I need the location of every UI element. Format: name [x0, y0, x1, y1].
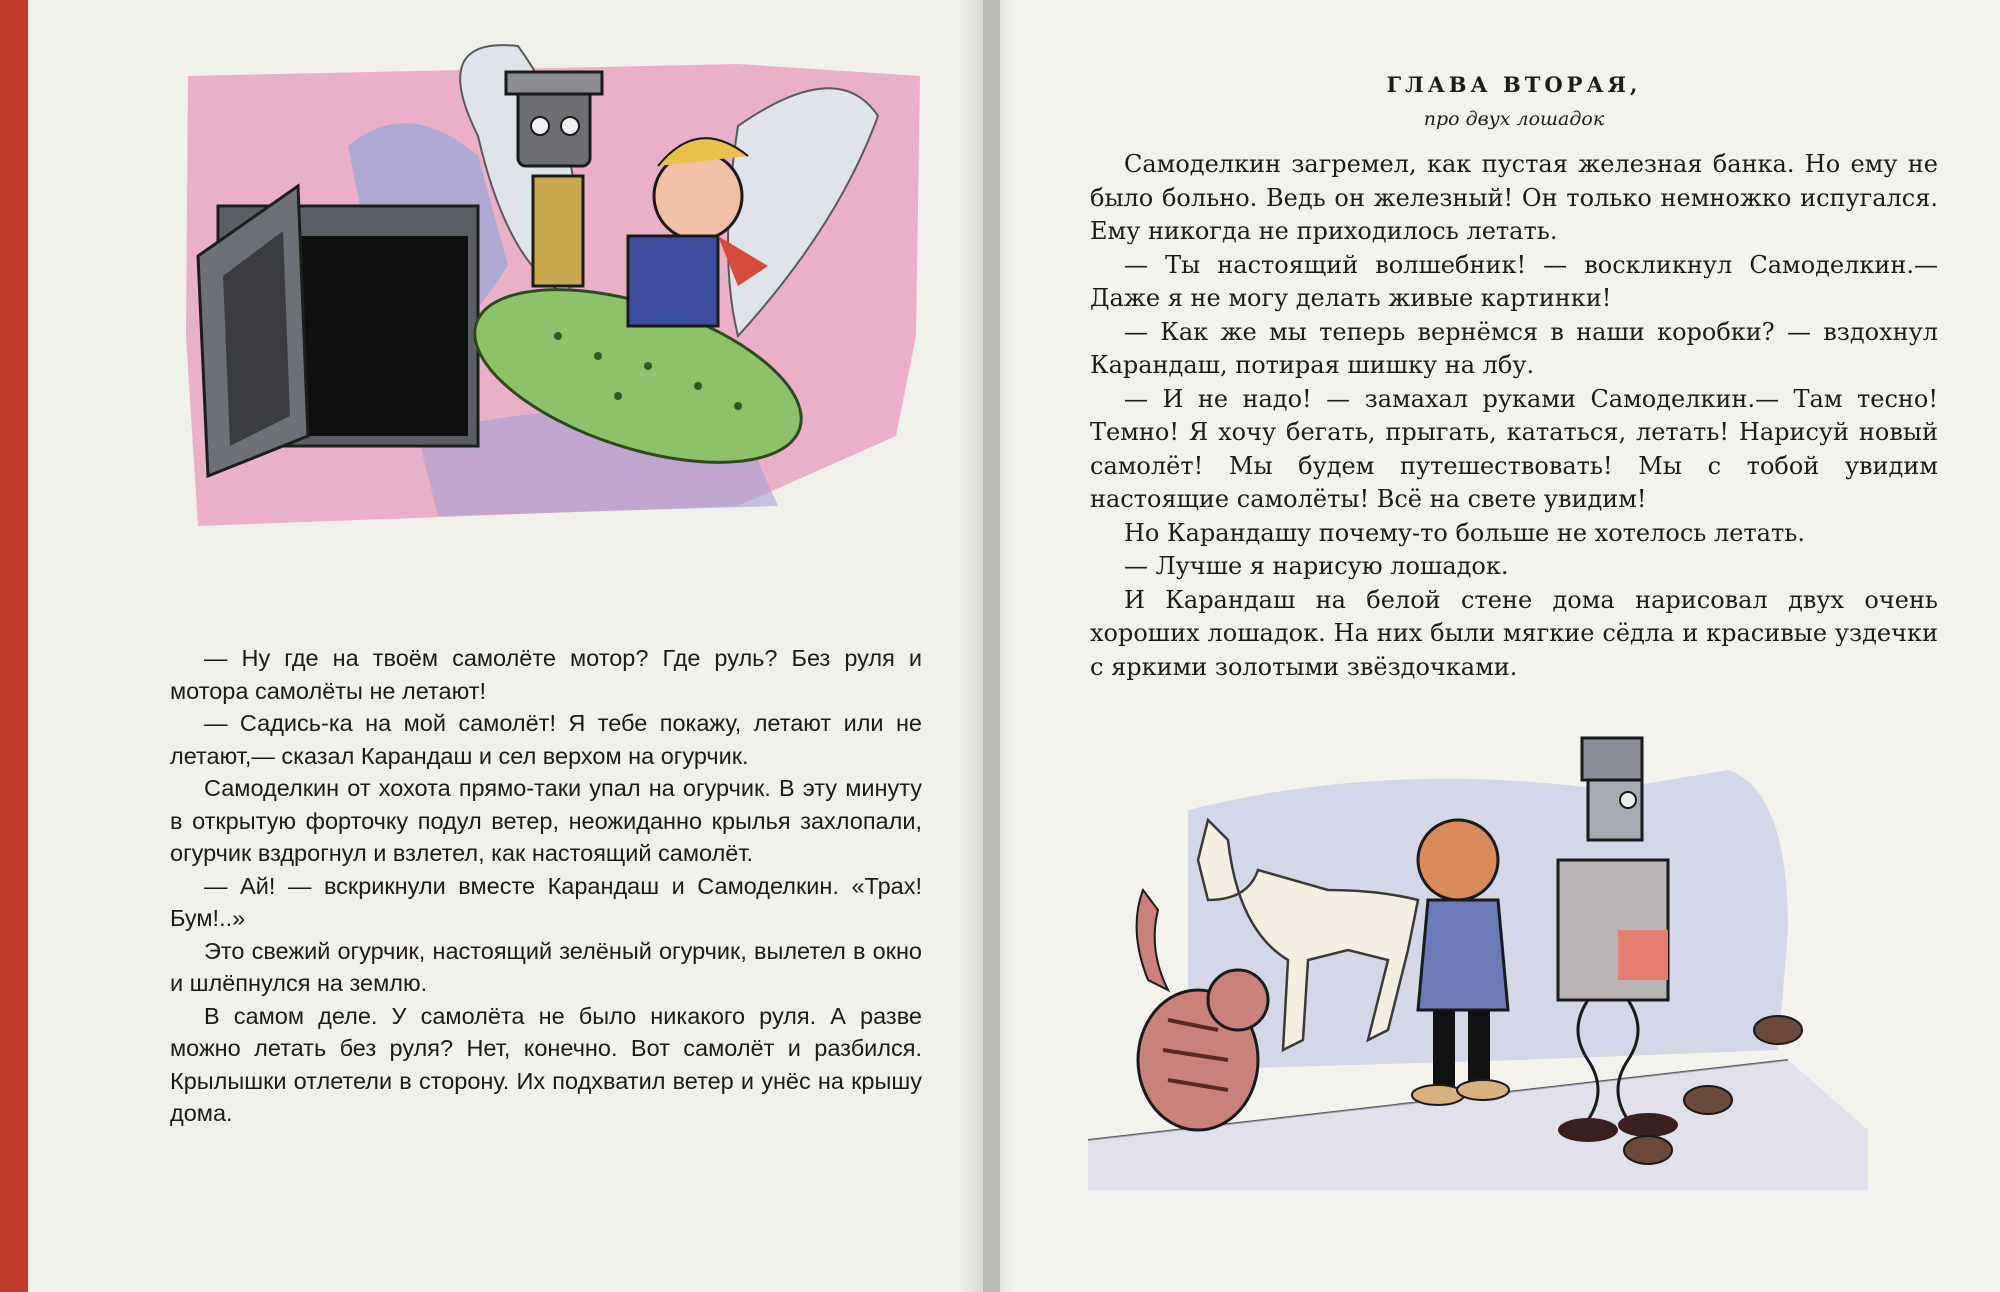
- book-cover-edge: [0, 0, 28, 1292]
- paragraph: — Садись-ка на мой самолёт! Я тебе покажу, летают или не летают,— сказал Карандаш и сел верхом на огурчик.: [170, 710, 922, 769]
- paragraph: И Карандаш на белой стене дома нарисовал двух очень хороших лошадок. На них были мягкие сёдла и красивые уздечки с яркими золотыми звёздочками.: [1090, 585, 1938, 681]
- open-safe: [198, 186, 478, 476]
- paragraph: — Как же мы теперь вернёмся в наши коробки? — вздохнул Карандаш, потирая шишку на лбу.: [1090, 317, 1938, 379]
- paragraph: — Ай! — вскрикнули вместе Карандаш и Самоделкин. «Трах! Бум!..»: [170, 872, 922, 931]
- paragraph: — И не надо! — замахал руками Самоделкин.— Там тесно! Темно! Я хочу бегать, прыгать, кататься, летать! Нарисуй новый самолёт! Мы будем путешествовать! Мы с тобой увидим настоящие самолёты! Всё на свете увидим!: [1090, 384, 1938, 513]
- paragraph: В самом деле. У самолёта не было никакого руля. А разве можно летать без руля? Нет, конечно. Вот самолёт и разбился. Крылышки отлетели в сторону. Их подхватил ветер и унёс на крышу дома.: [170, 1002, 922, 1126]
- paragraph: Но Карандашу почему-то больше не хотелось летать.: [1124, 518, 1805, 547]
- paragraph: — Ну где на твоём самолёте мотор? Где руль? Без руля и мотора самолёты не летают!: [170, 645, 922, 704]
- paragraph: — Ты настоящий волшебник! — воскликнул Самоделкин.— Даже я не могу делать живые картинки!: [1090, 250, 1938, 312]
- right-page-text: [1090, 148, 1938, 684]
- paragraph: Самоделкин загремел, как пустая железная банка. Но ему не было больно. Ведь он железный! Он только немножко испугался. Ему никогда не приходилось летать.: [1090, 150, 1938, 245]
- book-gutter-shadow-right: [984, 0, 1014, 1292]
- horse-drawing-illustration: [1088, 730, 1868, 1190]
- paragraph: Это свежий огурчик, настоящий зелёный огурчик, вылетел в окно и шлёпнулся на землю.: [170, 937, 922, 996]
- chapter-title: ГЛАВА ВТОРАЯ,: [1386, 72, 1642, 97]
- paragraph: — Лучше я нарисую лошадок.: [1124, 552, 1509, 580]
- chapter-subtitle: про двух лошадок: [1423, 108, 1605, 130]
- paragraph: Самоделкин от хохота прямо-таки упал на огурчик. В эту минуту в открытую форточку подул ветер, неожиданно крылья захлопали, огурчик вздрогнул и взлетел, как настоящий самолёт.: [170, 775, 922, 866]
- left-page-text: [170, 642, 922, 1130]
- flying-cucumber-illustration: [178, 36, 928, 536]
